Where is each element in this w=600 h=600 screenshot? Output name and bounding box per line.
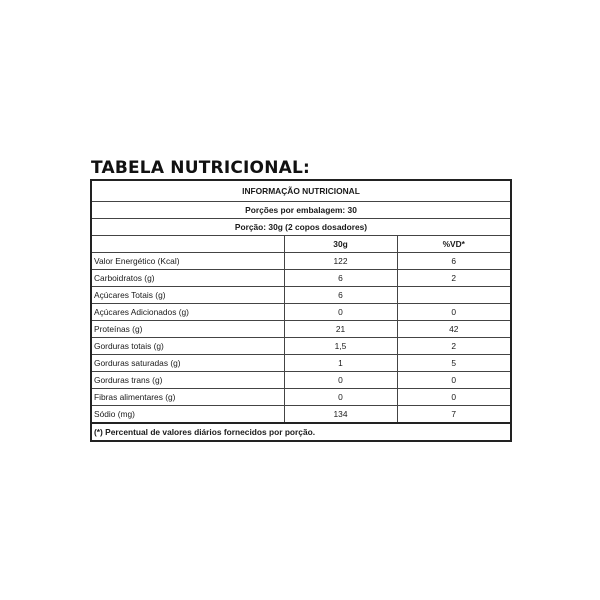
row-dv: 42 [397, 321, 511, 338]
table-row [91, 338, 511, 355]
row-amount: 1,5 [284, 338, 397, 355]
column-header-dv: %VD* [397, 236, 511, 253]
footnote: (*) Percentual de valores diários fornecidos por porção. [91, 423, 511, 441]
table-row [91, 270, 511, 287]
column-header-nutrient [91, 236, 284, 253]
row-dv: 7 [397, 406, 511, 424]
row-label: Gorduras totais (g) [91, 338, 284, 355]
serving-size: Porção: 30g (2 copos dosadores) [91, 219, 511, 236]
table-row [91, 389, 511, 406]
row-label: Açúcares Totais (g) [91, 287, 284, 304]
table-row [91, 253, 511, 270]
table-row [91, 321, 511, 338]
row-label: Fibras alimentares (g) [91, 389, 284, 406]
row-dv: 2 [397, 270, 511, 287]
table-row [91, 372, 511, 389]
table-row [91, 287, 511, 304]
row-label: Sódio (mg) [91, 406, 284, 424]
page-title: TABELA NUTRICIONAL: [91, 158, 311, 178]
row-dv: 0 [397, 372, 511, 389]
row-amount: 0 [284, 372, 397, 389]
row-amount: 134 [284, 406, 397, 424]
table-header: INFORMAÇÃO NUTRICIONAL [91, 180, 511, 202]
row-amount: 1 [284, 355, 397, 372]
row-label: Proteínas (g) [91, 321, 284, 338]
row-amount: 0 [284, 389, 397, 406]
row-dv: 2 [397, 338, 511, 355]
column-header-amount: 30g [284, 236, 397, 253]
row-dv [397, 287, 511, 304]
row-amount: 122 [284, 253, 397, 270]
row-label: Açúcares Adicionados (g) [91, 304, 284, 321]
row-label: Valor Energético (Kcal) [91, 253, 284, 270]
row-label: Gorduras saturadas (g) [91, 355, 284, 372]
table-row [91, 355, 511, 372]
row-dv: 0 [397, 389, 511, 406]
row-amount: 21 [284, 321, 397, 338]
row-dv: 0 [397, 304, 511, 321]
row-amount: 6 [284, 287, 397, 304]
table-row [91, 304, 511, 321]
row-amount: 0 [284, 304, 397, 321]
row-amount: 6 [284, 270, 397, 287]
servings-per-package: Porções por embalagem: 30 [91, 202, 511, 219]
row-dv: 6 [397, 253, 511, 270]
row-label: Gorduras trans (g) [91, 372, 284, 389]
row-label: Carboidratos (g) [91, 270, 284, 287]
table-row [91, 406, 511, 424]
nutrition-table [90, 179, 512, 442]
row-dv: 5 [397, 355, 511, 372]
